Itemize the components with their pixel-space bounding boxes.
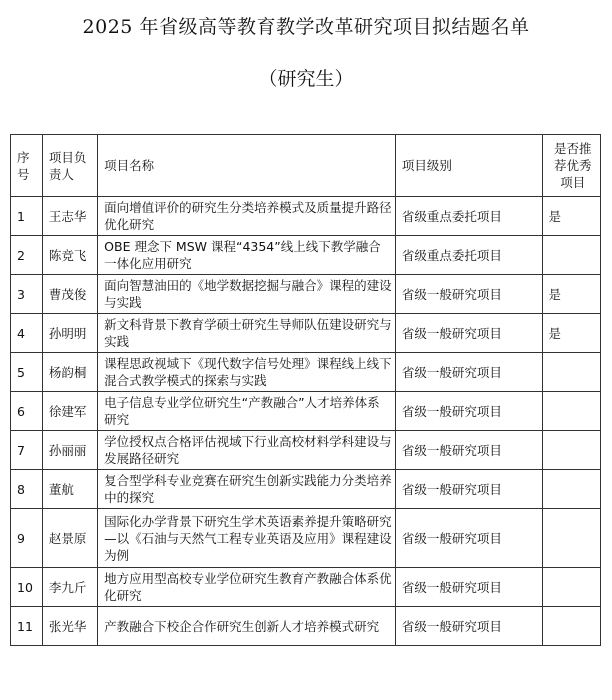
- cell-name: 国际化办学背景下研究生学术英语素养提升策略研究—以《石油与天然气工程专业英语及应用》课程建设为例: [98, 509, 396, 568]
- cell-level: 省级重点委托项目: [395, 197, 542, 236]
- cell-no: 5: [11, 353, 43, 392]
- cell-no: 3: [11, 275, 43, 314]
- cell-level: 省级一般研究项目: [395, 470, 542, 509]
- cell-recommended: [542, 431, 601, 470]
- cell-level: 省级一般研究项目: [395, 607, 542, 646]
- table-row: [11, 431, 601, 470]
- cell-name: 面向智慧油田的《地学数据挖掘与融合》课程的建设与实践: [98, 275, 396, 314]
- cell-recommended: 是: [542, 197, 601, 236]
- project-table: [10, 134, 601, 646]
- cell-leader: 孙丽丽: [42, 431, 97, 470]
- cell-leader: 徐建军: [42, 392, 97, 431]
- cell-leader: 王志华: [42, 197, 97, 236]
- header-recommended: 是否推荐优秀项目: [542, 135, 601, 197]
- cell-leader: 杨韵桐: [42, 353, 97, 392]
- table-row: [11, 607, 601, 646]
- header-leader: 项目负责人: [42, 135, 97, 197]
- cell-recommended: [542, 568, 601, 607]
- cell-no: 10: [11, 568, 43, 607]
- cell-leader: 张光华: [42, 607, 97, 646]
- cell-name: 复合型学科专业竞赛在研究生创新实践能力分类培养中的探究: [98, 470, 396, 509]
- table-row: [11, 568, 601, 607]
- document-title: 2025 年省级高等教育教学改革研究项目拟结题名单: [82, 16, 530, 38]
- cell-name: 面向增值评价的研究生分类培养模式及质量提升路径优化研究: [98, 197, 396, 236]
- cell-no: 9: [11, 509, 43, 568]
- cell-leader: 李九斤: [42, 568, 97, 607]
- cell-level: 省级重点委托项目: [395, 236, 542, 275]
- cell-no: 1: [11, 197, 43, 236]
- document-subtitle: （研究生）: [258, 68, 354, 90]
- cell-level: 省级一般研究项目: [395, 275, 542, 314]
- cell-recommended: [542, 607, 601, 646]
- cell-no: 8: [11, 470, 43, 509]
- header-no: 序号: [11, 135, 43, 197]
- cell-name: 电子信息专业学位研究生“产教融合”人才培养体系研究: [98, 392, 396, 431]
- cell-no: 4: [11, 314, 43, 353]
- cell-name: 学位授权点合格评估视域下行业高校材料学科建设与发展路径研究: [98, 431, 396, 470]
- cell-level: 省级一般研究项目: [395, 353, 542, 392]
- cell-leader: 曹茂俊: [42, 275, 97, 314]
- cell-leader: 赵景原: [42, 509, 97, 568]
- cell-recommended: [542, 470, 601, 509]
- cell-leader: 孙明明: [42, 314, 97, 353]
- header-level: 项目级别: [395, 135, 542, 197]
- table-row: [11, 275, 601, 314]
- table-row: [11, 509, 601, 568]
- cell-recommended: 是: [542, 275, 601, 314]
- cell-name: 课程思政视域下《现代数字信号处理》课程线上线下混合式教学模式的探索与实践: [98, 353, 396, 392]
- cell-leader: 董航: [42, 470, 97, 509]
- cell-level: 省级一般研究项目: [395, 509, 542, 568]
- cell-recommended: [542, 353, 601, 392]
- table-row: [11, 392, 601, 431]
- table-row: [11, 470, 601, 509]
- cell-name: 地方应用型高校专业学位研究生教育产教融合体系优化研究: [98, 568, 396, 607]
- cell-name: 产教融合下校企合作研究生创新人才培养模式研究: [98, 607, 396, 646]
- cell-recommended: [542, 509, 601, 568]
- table-row: [11, 197, 601, 236]
- table-row: [11, 236, 601, 275]
- header-name: 项目名称: [98, 135, 396, 197]
- cell-level: 省级一般研究项目: [395, 314, 542, 353]
- cell-recommended: [542, 392, 601, 431]
- cell-no: 11: [11, 607, 43, 646]
- cell-no: 6: [11, 392, 43, 431]
- table-row: [11, 314, 601, 353]
- cell-recommended: [542, 236, 601, 275]
- cell-no: 7: [11, 431, 43, 470]
- cell-leader: 陈竞飞: [42, 236, 97, 275]
- cell-recommended: 是: [542, 314, 601, 353]
- cell-level: 省级一般研究项目: [395, 568, 542, 607]
- cell-level: 省级一般研究项目: [395, 431, 542, 470]
- cell-name: OBE 理念下 MSW 课程“4354”线上线下教学融合一体化应用研究: [98, 236, 396, 275]
- cell-name: 新文科背景下教育学硕士研究生导师队伍建设研究与实践: [98, 314, 396, 353]
- table-header-row: [11, 135, 601, 197]
- cell-no: 2: [11, 236, 43, 275]
- table-row: [11, 353, 601, 392]
- cell-level: 省级一般研究项目: [395, 392, 542, 431]
